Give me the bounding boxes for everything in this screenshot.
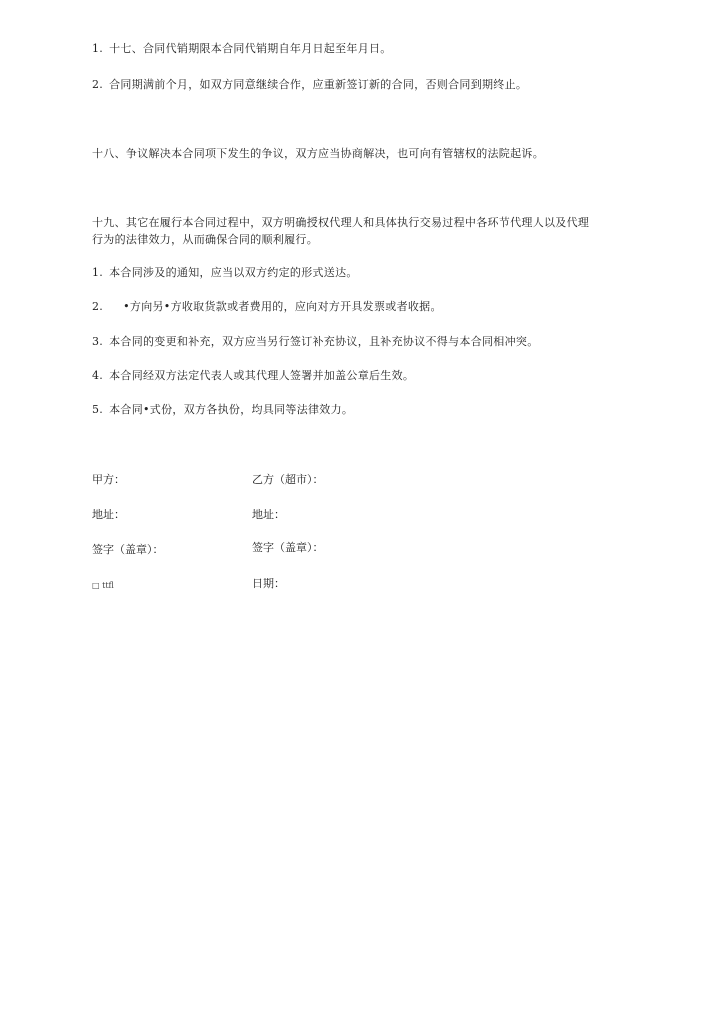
condition-2-line [92, 299, 442, 315]
list-number: 1. [92, 266, 104, 279]
clause-19-text-1: 十九、其它在履行本合同过程中，双方明确授权代理人和具体执行交易过程中各环节代理人以及代理 [92, 216, 590, 229]
list-number: 2. [92, 78, 104, 91]
party-b-label: 乙方（超市）： [252, 473, 324, 486]
condition-1-line [92, 265, 358, 281]
condition-4-text: 本合同经双方法定代表人或其代理人签署并加盖公章后生效。 [109, 369, 415, 382]
condition-3-line [92, 334, 539, 350]
condition-1-text: 本合同涉及的通知，应当以双方约定的形式送达。 [109, 266, 358, 279]
condition-3-text: 本合同的变更和补充，双方应当另行签订补充协议，且补充协议不得与本合同相冲突。 [109, 335, 539, 348]
list-number: 2. [92, 300, 104, 313]
clause-19-line-2 [92, 232, 318, 248]
condition-5-text: 本合同•式份，双方各执份，均具同等法律效力。 [109, 403, 354, 416]
address-a-label: 地址： [92, 508, 125, 521]
condition-4-line [92, 368, 414, 384]
clause-17-line [92, 41, 392, 57]
date-a-label: □ ttfl [92, 581, 114, 590]
date-b-label: 日期： [252, 577, 285, 590]
clause-18-text: 十八、争议解决本合同项下发生的争议，双方应当协商解决，也可向有管辖权的法院起诉。 [92, 147, 544, 160]
list-number: 4. [92, 369, 104, 382]
party-a-label: 甲方： [92, 473, 125, 486]
list-number: 3. [92, 335, 104, 348]
renewal-text: 合同期满前个月，如双方同意继续合作，应重新签订新的合同，否则合同到期终止。 [109, 78, 528, 91]
clause-19-text-2: 行为的法律效力，从而确保合同的顺利履行。 [92, 233, 318, 246]
condition-2-text: •方向另•方收取货款或者费用的，应向对方开具发票或者收据。 [123, 300, 442, 313]
sign-a-label: 签字（盖章）： [92, 543, 164, 556]
clause-17-text: 十七、合同代销期限本合同代销期自年月日起至年月日。 [109, 42, 392, 55]
list-number: 5. [92, 403, 104, 416]
condition-5-line [92, 402, 353, 418]
renewal-line [92, 77, 527, 93]
clause-18-line [92, 146, 544, 162]
clause-19-line-1 [92, 215, 589, 231]
list-number: 1. [92, 42, 104, 55]
sign-b-label: 签字（盖章）： [252, 541, 324, 554]
address-b-label: 地址： [252, 508, 285, 521]
